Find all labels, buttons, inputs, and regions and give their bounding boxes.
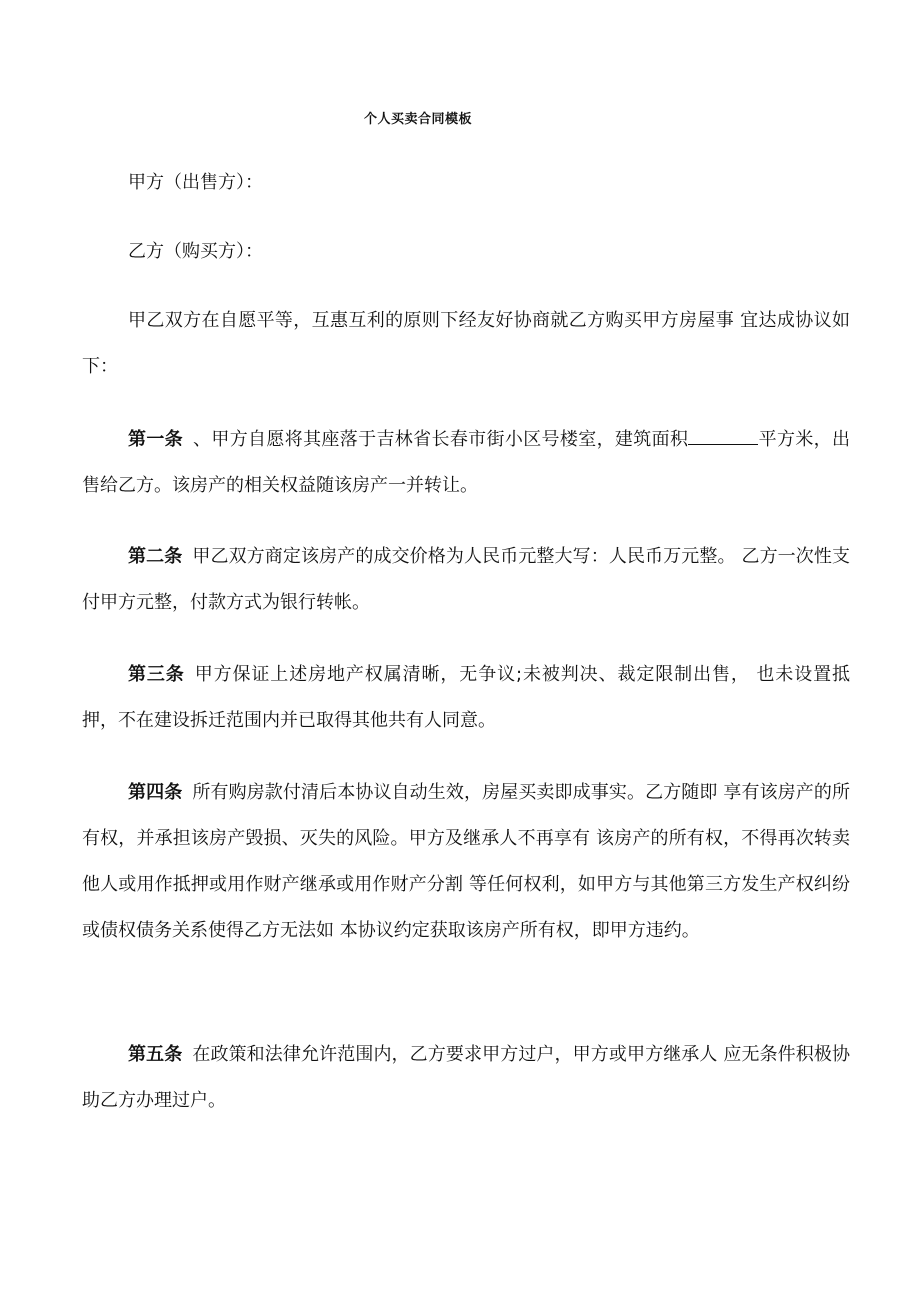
article-4-paragraph bbox=[82, 770, 850, 954]
article-3-paragraph bbox=[82, 652, 850, 744]
preamble-paragraph: 甲乙双方在自愿平等，互惠互利的原则下经友好协商就乙方购买甲方房屋事 宜达成协议如下： bbox=[82, 310, 850, 377]
area-blank-field bbox=[688, 428, 758, 445]
article-2-text: 甲乙双方商定该房产的成交价格为人民币元整大写：人民币万元整。 乙方一次性支付甲方元整，付款方式为银行转帐。 bbox=[82, 546, 851, 613]
article-1-text-before: 、甲方自愿将其座落于吉林省长春市街小区号楼室，建筑面积 bbox=[193, 429, 689, 450]
article-3-label: 第三条 bbox=[128, 664, 185, 685]
article-5-label: 第五条 bbox=[128, 1044, 183, 1065]
article-1-paragraph bbox=[82, 417, 850, 509]
article-2-paragraph bbox=[82, 534, 850, 626]
article-4-text: 所有购房款付清后本协议自动生效，房屋买卖即成事实。乙方随即 享有该房产的所有权，并承担该房产毁损、灭失的风险。甲方及继承人不再享有 该房产的所有权，不得再次转卖他人或用作抵押或用作财产继承或用作财产分割 等任何权利，如甲方与其他第三方发生产权纠纷或债权债务关系使得乙方无法如 本协议约定获取该房产所有权，即甲方违约。 bbox=[82, 782, 851, 941]
article-1-label: 第一条 bbox=[128, 429, 184, 450]
document-title: 个人买卖合同模板 bbox=[363, 112, 472, 127]
article-5-text: 在政策和法律允许范围内，乙方要求甲方过户，甲方或甲方继承人 应无条件积极协助乙方办理过户。 bbox=[82, 1044, 851, 1111]
article-4-label: 第四条 bbox=[128, 782, 183, 803]
article-2-label: 第二条 bbox=[128, 546, 183, 567]
party-b-line: 乙方（购买方）： bbox=[128, 241, 263, 262]
article-3-text: 甲方保证上述房地产权属清晰，无争议;未被判决、裁定限制出售， 也未设置抵押，不在建设拆迁范围内并已取得其他共有人同意。 bbox=[82, 664, 850, 731]
article-5-paragraph bbox=[82, 1032, 850, 1124]
party-a-line: 甲方（出售方）： bbox=[128, 172, 263, 193]
article-1-text-after: 平方米，出售给乙方。该房产的相关权益随该房产一并转让。 bbox=[82, 429, 851, 496]
